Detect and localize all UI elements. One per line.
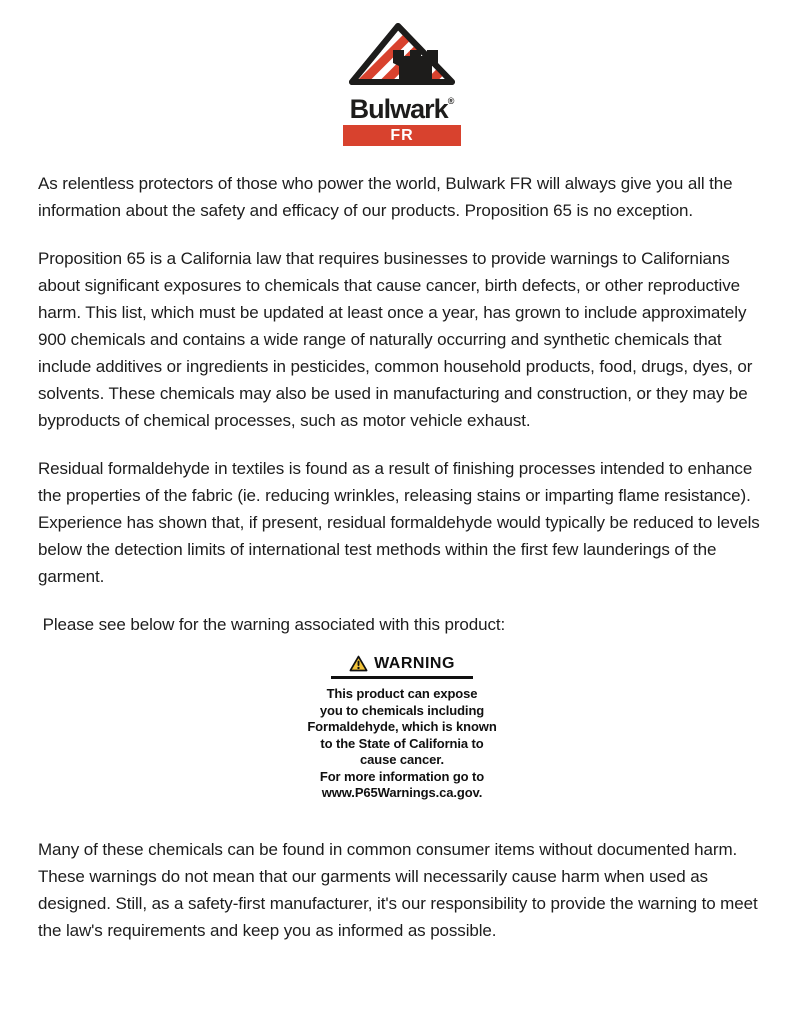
warning-text-block: [292, 686, 512, 802]
warning-line: Formaldehyde, which is known: [307, 719, 497, 734]
p65-warning-label: [292, 654, 512, 802]
bulwark-castle-triangle-icon: [347, 23, 457, 86]
warning-line: For more information go to: [319, 768, 485, 784]
warning-line: you to chemicals including: [319, 702, 485, 718]
paragraph-intro: As relentless protectors of those who power the world, Bulwark FR will always give you all the information about the safety and efficacy of our products. Proposition 65 is no exception.: [38, 174, 738, 220]
castle-rook-silhouette: [393, 50, 438, 82]
fr-badge: [343, 125, 461, 146]
fr-badge-label: FR: [390, 127, 414, 144]
warning-triangle-icon: [349, 655, 368, 672]
bulwark-fr-logo: [343, 23, 461, 146]
warning-title-row: [292, 654, 512, 673]
brand-wordmark: [343, 87, 461, 123]
warning-line: This product can expose: [326, 686, 478, 701]
warning-line: to the State of California to: [320, 735, 484, 751]
paragraph-closing: Many of these chemicals can be found in common consumer items without documented harm. These warnings do not mean that our garments will necessarily cause harm when used as designed. Still, as a safety-first manufacturer, it's our responsibility to provide the warning to meet the law's requirements and keep you as informed as possible.: [38, 839, 763, 940]
warning-line: cause cancer.: [360, 752, 444, 767]
registered-mark: ®: [447, 96, 455, 106]
paragraph-formaldehyde: Residual formaldehyde in textiles is found as a result of finishing processes intended to enhance the properties of the fabric (ie. reducing wrinkles, releasing stains or imparting flame resistance). Experience has shown that, if present, residual formaldehyde would typically be reduced to levels below the detection limits of international test methods within the first few launderings of the garment.: [38, 459, 765, 586]
brand-name: Bulwark: [349, 94, 448, 124]
warning-url: www.P65Warnings.ca.gov.: [321, 785, 483, 800]
paragraph-see-below: Please see below for the warning associated with this product:: [38, 615, 506, 634]
warning-underline: [331, 676, 473, 679]
warning-title-text: WARNING: [374, 655, 455, 672]
paragraph-prop65-description: Proposition 65 is a California law that requires businesses to provide warnings to Californians about significant exposures to chemicals that cause cancer, birth defects, or other reproductive harm. This list, which must be updated at least once a year, has grown to include approximately 900 chemicals and contains a wide range of naturally occurring and synthetic chemicals that include additives or ingredients in pesticides, common household products, food, drugs, dyes, or solvents. These chemicals may also be used in manufacturing and construction, or they may be byproducts of chemical processes, such as motor vehicle exhaust.: [38, 249, 757, 430]
